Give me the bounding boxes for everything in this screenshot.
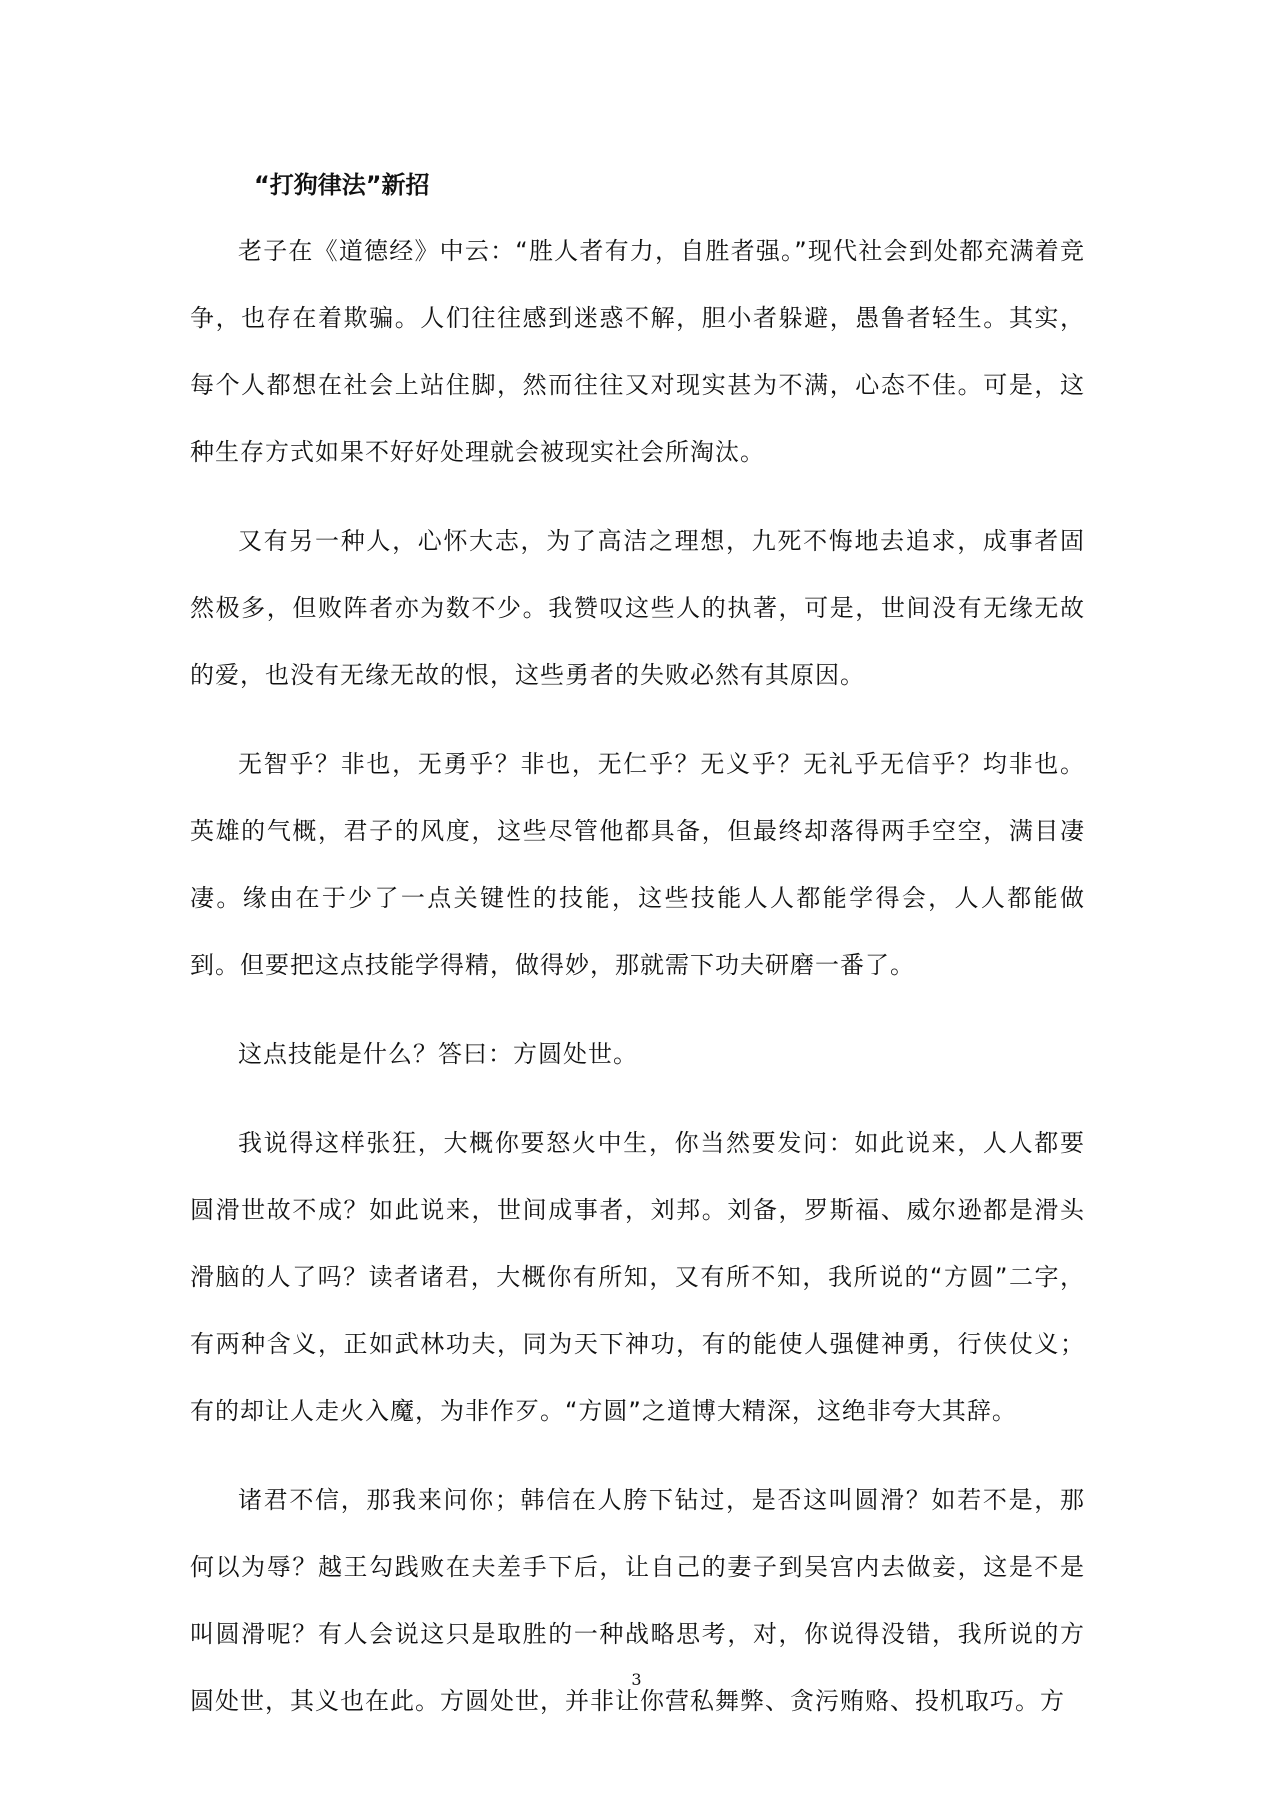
paragraph-3: 无智乎？非也，无勇乎？非也，无仁乎？无义乎？无礼乎无信乎？均非也。英雄的气概，君子的风度，这些尽管他都具备，但最终却落得两手空空，满目凄凄。缘由在于少了一点关键性的技能，这些技能人人都能学得会，人人都能做到。但要把这点技能学得精，做得妙，那就需下功夫研磨一番了。 bbox=[190, 750, 1085, 979]
paragraph-5: 我说得这样张狂，大概你要怒火中生，你当然要发问：如此说来，人人都要圆滑世故不成？如此说来，世间成事者，刘邦。刘备，罗斯福、威尔逊都是滑头滑脑的人了吗？读者诸君，大概你有所知，又有所不知，我所说的“方圆”二字，有两种含义，正如武林功夫，同为天下神功，有的能使人强健神勇，行侠仗义；有的却让人走火入魔，为非作歹。“方圆”之道博大精深，这绝非夸大其辞。 bbox=[190, 1129, 1085, 1425]
article-title: “打狗律法”新招 bbox=[254, 171, 430, 199]
paragraph-4: 这点技能是什么？答曰：方圆处世。 bbox=[238, 1040, 638, 1068]
paragraph-1: 老子在《道德经》中云：“胜人者有力，自胜者强。”现代社会到处都充满着竞争，也存在着欺骗。人们往往感到迷惑不解，胆小者躲避，愚鲁者轻生。其实，每个人都想在社会上站住脚，然而往往又对现实甚为不满，心态不佳。可是，这种生存方式如果不好好处理就会被现实社会所淘汰。 bbox=[190, 237, 1085, 466]
paragraph-2: 又有另一种人，心怀大志，为了高洁之理想，九死不悔地去追求，成事者固然极多，但败阵者亦为数不少。我赞叹这些人的执著，可是，世间没有无缘无故的爱，也没有无缘无故的恨，这些勇者的失败必然有其原因。 bbox=[190, 527, 1085, 689]
paragraph-6: 诸君不信，那我来问你；韩信在人胯下钻过，是否这叫圆滑？如若不是，那何以为辱？越王勾践败在夫差手下后，让自己的妻子到吴宫内去做妾，这是不是叫圆滑呢？有人会说这只是取胜的一种战略思考，对，你说得没错，我所说的方圆处世，其义也在此。方圆处世，并非让你营私舞弊、贪污贿赂、投机取巧。方 bbox=[190, 1486, 1085, 1715]
article-body bbox=[190, 164, 1085, 1735]
page-number: 3 bbox=[631, 1670, 642, 1689]
